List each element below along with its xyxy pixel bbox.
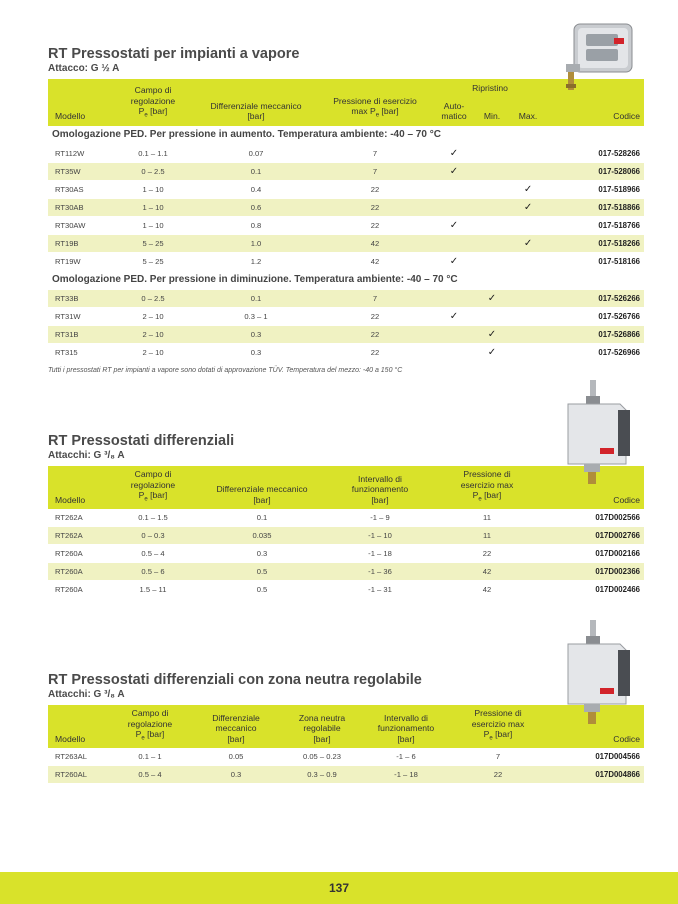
check-mark	[434, 180, 474, 198]
table-cell: Omologazione PED. Per pressione in aumento. Temperatura ambiente: -40 – 70 °C	[48, 126, 644, 145]
table-cell: 1 – 10	[110, 198, 196, 216]
table-cell: 1.2	[196, 252, 316, 270]
header-pressione: Pressione di esercizio max $P_e$ [bar]	[432, 466, 542, 509]
section-title: RT Pressostati differenziali con zona neutra regolabile	[48, 672, 422, 688]
table-cell: -1 – 31	[328, 581, 432, 599]
header-modello: Modello	[48, 705, 110, 748]
table-cell: 7	[450, 748, 546, 766]
model-name: RT260AL	[48, 766, 110, 784]
check-mark	[474, 162, 510, 180]
model-name: RT31B	[48, 325, 110, 343]
order-code: 017D002566	[542, 509, 644, 527]
order-code: 017-526866	[546, 325, 644, 343]
check-mark: ✓	[474, 325, 510, 343]
section-steam-switches	[48, 46, 644, 374]
check-mark	[474, 180, 510, 198]
table-row	[48, 252, 644, 270]
check-mark: ✓	[510, 198, 546, 216]
table-cell: 42	[316, 234, 434, 252]
table-cell: 0.07	[196, 144, 316, 162]
check-mark	[474, 252, 510, 270]
table-header-row	[48, 705, 644, 748]
header-modello: Modello	[48, 79, 110, 126]
table-row	[48, 343, 644, 361]
order-code: 017-518266	[546, 234, 644, 252]
table-cell: 0 – 0.3	[110, 527, 196, 545]
table-row	[48, 162, 644, 180]
section-neutral-zone-switches	[48, 672, 644, 784]
header-codice: Codice	[546, 705, 644, 748]
model-name: RT315	[48, 343, 110, 361]
differential-pressure-switch-icon	[556, 376, 634, 488]
table-cell: 22	[316, 307, 434, 325]
check-mark	[434, 325, 474, 343]
header-campo: Campo di regolazione $P_e$ [bar]	[110, 466, 196, 509]
table-cell: 5 – 25	[110, 234, 196, 252]
table-cell: 0.05 – 0.23	[282, 748, 362, 766]
order-code: 017D002166	[542, 545, 644, 563]
table-cell: 22	[316, 343, 434, 361]
model-name: RT30AS	[48, 180, 110, 198]
table-cell: 22	[316, 180, 434, 198]
differential-switch-table	[48, 466, 644, 599]
table-cell: 0.5 – 4	[110, 545, 196, 563]
header-max: Max.	[510, 98, 546, 126]
group-row	[48, 126, 644, 145]
table-cell: 0.4	[196, 180, 316, 198]
check-mark: ✓	[434, 252, 474, 270]
table-cell: 0 – 2.5	[110, 162, 196, 180]
check-mark	[510, 343, 546, 361]
table-cell: -1 – 18	[362, 766, 450, 784]
table-cell: 0 – 2.5	[110, 289, 196, 307]
header-campo: Campo di regolazione $P_e$ [bar]	[110, 705, 190, 748]
model-name: RT263AL	[48, 748, 110, 766]
header-intervallo: Intervallo di funzionamento [bar]	[328, 466, 432, 509]
table-cell: 0.5	[196, 581, 328, 599]
model-name: RT35W	[48, 162, 110, 180]
table-cell: Omologazione PED. Per pressione in diminuzione. Temperatura ambiente: -40 – 70 °C	[48, 270, 644, 289]
table-cell: 0.3 – 1	[196, 307, 316, 325]
table-cell: 5 – 25	[110, 252, 196, 270]
table-cell: 0.1	[196, 289, 316, 307]
order-code: 017-518866	[546, 198, 644, 216]
header-differenziale: Differenziale meccanico [bar]	[196, 79, 316, 126]
table-row	[48, 289, 644, 307]
table-cell: 0.1 – 1.1	[110, 144, 196, 162]
table-cell: 22	[432, 545, 542, 563]
model-name: RT262A	[48, 509, 110, 527]
header-ripristino: Ripristino	[434, 79, 546, 98]
table-row	[48, 307, 644, 325]
table-row	[48, 766, 644, 784]
table-cell: -1 – 18	[328, 545, 432, 563]
header-differenziale: Differenziale meccanico [bar]	[190, 705, 282, 748]
table-cell: 22	[450, 766, 546, 784]
table-cell: 0.3	[190, 766, 282, 784]
check-mark	[510, 144, 546, 162]
table-cell: 2 – 10	[110, 307, 196, 325]
table-row	[48, 509, 644, 527]
group-row	[48, 270, 644, 289]
table-cell: 22	[316, 325, 434, 343]
table-header-row	[48, 466, 644, 509]
table-cell: 42	[316, 252, 434, 270]
neutral-zone-pressure-switch-icon	[556, 616, 634, 728]
check-mark	[474, 144, 510, 162]
table-cell: 11	[432, 527, 542, 545]
order-code: 017D002766	[542, 527, 644, 545]
model-name: RT262A	[48, 527, 110, 545]
header-campo: Campo di regolazione $P_e$ [bar]	[110, 79, 196, 126]
header-pressione: Pressione di esercizio max $P_e$ [bar]	[450, 705, 546, 748]
table-cell: 0.5	[196, 563, 328, 581]
table-row	[48, 527, 644, 545]
header-differenziale: Differenziale meccanico [bar]	[196, 466, 328, 509]
model-name: RT33B	[48, 289, 110, 307]
table-row	[48, 198, 644, 216]
footnote: Tutti i pressostati RT per impianti a vapore sono dotati di approvazione TÜV. Temperatura del mezzo: -40 a 150 °C	[48, 366, 403, 374]
table-cell: 0.3	[196, 343, 316, 361]
table-cell: 22	[316, 198, 434, 216]
section-differential-switches	[48, 433, 644, 599]
table-cell: 0.1 – 1	[110, 748, 190, 766]
model-name: RT260A	[48, 545, 110, 563]
table-cell: 0.6	[196, 198, 316, 216]
check-mark	[510, 307, 546, 325]
order-code: 017D004566	[546, 748, 644, 766]
order-code: 017D004866	[546, 766, 644, 784]
table-row	[48, 144, 644, 162]
check-mark: ✓	[474, 343, 510, 361]
table-cell: 22	[316, 216, 434, 234]
header-intervallo: Intervallo di funzionamento [bar]	[362, 705, 450, 748]
order-code: 017-518766	[546, 216, 644, 234]
table-row	[48, 180, 644, 198]
header-modello: Modello	[48, 466, 110, 509]
table-cell: 1.0	[196, 234, 316, 252]
header-codice: Codice	[542, 466, 644, 509]
table-cell: 2 – 10	[110, 325, 196, 343]
order-code: 017-528266	[546, 144, 644, 162]
header-codice: Codice	[546, 79, 644, 126]
table-cell: 11	[432, 509, 542, 527]
check-mark	[510, 252, 546, 270]
table-cell: 0.1	[196, 509, 328, 527]
table-cell: 7	[316, 162, 434, 180]
table-row	[48, 325, 644, 343]
check-mark	[474, 198, 510, 216]
check-mark	[474, 307, 510, 325]
check-mark	[474, 216, 510, 234]
check-mark	[434, 234, 474, 252]
table-cell: 0.1 – 1.5	[110, 509, 196, 527]
model-name: RT19W	[48, 252, 110, 270]
table-cell: 0.3	[196, 325, 316, 343]
table-cell: 42	[432, 581, 542, 599]
check-mark: ✓	[434, 162, 474, 180]
check-mark	[510, 216, 546, 234]
table-cell: 7	[316, 289, 434, 307]
table-cell: -1 – 6	[362, 748, 450, 766]
table-cell: 0.3 – 0.9	[282, 766, 362, 784]
table-cell: 1 – 10	[110, 216, 196, 234]
pressure-switch-steam-icon	[560, 18, 638, 96]
check-mark	[474, 234, 510, 252]
check-mark	[510, 162, 546, 180]
table-row	[48, 545, 644, 563]
table-cell: 0.05	[190, 748, 282, 766]
order-code: 017-518166	[546, 252, 644, 270]
section-title: RT Pressostati per impianti a vapore	[48, 46, 300, 62]
check-mark: ✓	[434, 216, 474, 234]
table-cell: 0.3	[196, 545, 328, 563]
order-code: 017-526766	[546, 307, 644, 325]
section-subtitle: Attacchi: G ³/₈ A	[48, 689, 125, 700]
table-cell: 0.5 – 6	[110, 563, 196, 581]
model-name: RT260A	[48, 563, 110, 581]
table-row	[48, 748, 644, 766]
model-name: RT31W	[48, 307, 110, 325]
order-code: 017D002366	[542, 563, 644, 581]
table-cell: 0.8	[196, 216, 316, 234]
table-cell: 7	[316, 144, 434, 162]
page-footer	[0, 872, 678, 904]
table-cell: 42	[432, 563, 542, 581]
section-subtitle: Attacco: G ½ A	[48, 63, 120, 74]
table-cell: 1.5 – 11	[110, 581, 196, 599]
check-mark	[510, 325, 546, 343]
table-cell: -1 – 9	[328, 509, 432, 527]
section-subtitle: Attacchi: G ³/₈ A	[48, 450, 125, 461]
table-row	[48, 234, 644, 252]
check-mark: ✓	[434, 144, 474, 162]
check-mark: ✓	[510, 180, 546, 198]
table-cell: 2 – 10	[110, 343, 196, 361]
order-code: 017-518966	[546, 180, 644, 198]
section-title: RT Pressostati differenziali	[48, 433, 235, 449]
table-cell: -1 – 36	[328, 563, 432, 581]
model-name: RT30AW	[48, 216, 110, 234]
header-min: Min.	[474, 98, 510, 126]
model-name: RT260A	[48, 581, 110, 599]
table-cell: -1 – 10	[328, 527, 432, 545]
model-name: RT112W	[48, 144, 110, 162]
table-header-row	[48, 79, 644, 98]
steam-switch-table	[48, 79, 644, 362]
neutral-zone-switch-table	[48, 705, 644, 784]
table-row	[48, 581, 644, 599]
check-mark: ✓	[510, 234, 546, 252]
check-mark	[434, 198, 474, 216]
table-cell: 1 – 10	[110, 180, 196, 198]
check-mark	[434, 343, 474, 361]
header-pressione: Pressione di esercizio $\max P_e$ [bar]	[316, 79, 434, 126]
order-code: 017D002466	[542, 581, 644, 599]
table-row	[48, 216, 644, 234]
check-mark: ✓	[434, 307, 474, 325]
model-name: RT30AB	[48, 198, 110, 216]
table-row	[48, 563, 644, 581]
model-name: RT19B	[48, 234, 110, 252]
table-cell: 0.1	[196, 162, 316, 180]
order-code: 017-526966	[546, 343, 644, 361]
order-code: 017-528066	[546, 162, 644, 180]
check-mark: ✓	[474, 289, 510, 307]
check-mark	[510, 289, 546, 307]
check-mark	[434, 289, 474, 307]
table-cell: 0.035	[196, 527, 328, 545]
order-code: 017-526266	[546, 289, 644, 307]
header-automatico: Auto- matico	[434, 98, 474, 126]
header-zona-neutra: Zona neutra regolabile [bar]	[282, 705, 362, 748]
table-cell: 0.5 – 4	[110, 766, 190, 784]
page-number: 137	[328, 881, 350, 895]
